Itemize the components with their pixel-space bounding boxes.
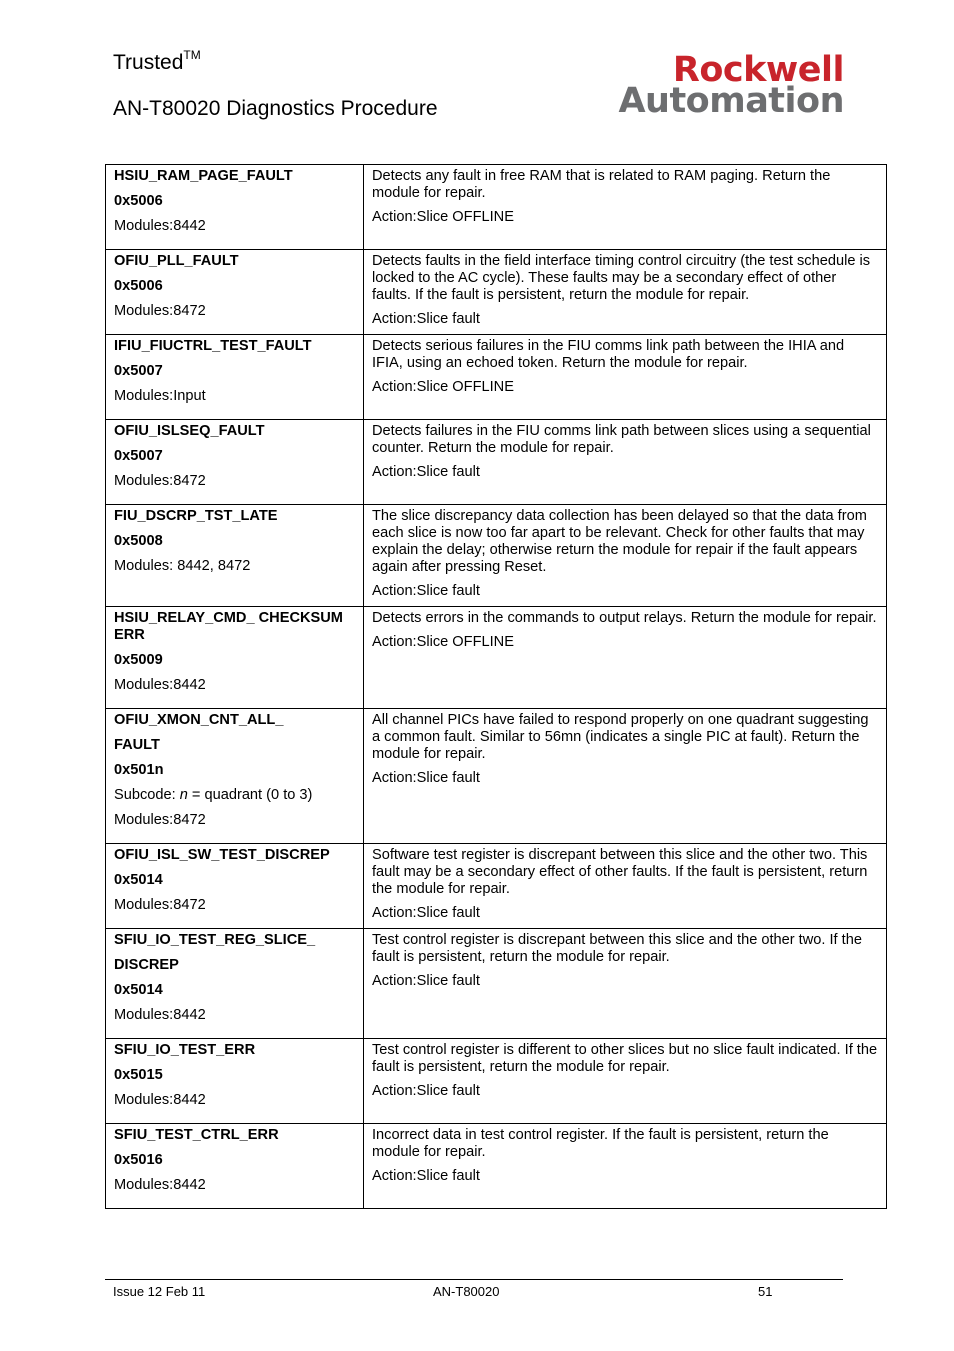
fault-identifier: 0x5006: [114, 278, 163, 294]
fault-detail: Modules: 8442, 8472: [114, 558, 251, 574]
fault-identifier: OFIU_XMON_CNT_ALL_: [114, 712, 284, 728]
table-row: [106, 1039, 887, 1124]
fault-action: Action:Slice OFFLINE: [372, 634, 514, 650]
fault-detail: Modules:8442: [114, 1092, 206, 1108]
table-row: [106, 709, 887, 844]
fault-identifier: IFIU_FIUCTRL_TEST_FAULT: [114, 338, 312, 354]
fault-action: Action:Slice fault: [372, 905, 480, 921]
fault-description: The slice discrepancy data collection has been delayed so that the data from each slice is now too far apart to be relevant. Check for other faults that may explain the delay; otherwise return the module for repair if the fault appears again after pressing Reset.: [372, 508, 867, 575]
fault-code-cell: [106, 505, 364, 607]
logo-line-rockwell: Rockwell: [672, 50, 844, 90]
fault-description: All channel PICs have failed to respond properly on one quadrant suggesting a common fault. Similar to 56mn (indicates a single PIC at fault). Return the module for repair.: [372, 712, 869, 762]
fault-description-cell: [364, 505, 887, 607]
fault-action: Action:Slice OFFLINE: [372, 209, 514, 225]
fault-identifier: 0x5016: [114, 1152, 163, 1168]
fault-description: Detects failures in the FIU comms link path between slices using a sequential counter. Return the module for repair.: [372, 423, 871, 456]
fault-identifier: 0x5009: [114, 652, 163, 668]
fault-identifier: 0x5014: [114, 872, 163, 888]
table-row: [106, 250, 887, 335]
trademark-superscript: TM: [183, 48, 201, 62]
fault-description: Incorrect data in test control register. If the fault is persistent, return the module for repair.: [372, 1127, 829, 1160]
rockwell-automation-logo: [586, 50, 844, 121]
document-title: [113, 50, 201, 75]
fault-identifier: 0x5015: [114, 1067, 163, 1083]
fault-identifier: OFIU_ISL_SW_TEST_DISCREP: [114, 847, 330, 863]
table-row: [106, 1124, 887, 1209]
fault-description: Detects errors in the commands to output relays. Return the module for repair.: [372, 610, 877, 626]
table-row: [106, 607, 887, 709]
fault-action: Action:Slice fault: [372, 770, 480, 786]
fault-identifier: DISCREP: [114, 957, 179, 973]
fault-detail: Modules:8472: [114, 303, 206, 319]
fault-detail: Modules:8472: [114, 812, 206, 828]
fault-identifier: OFIU_ISLSEQ_FAULT: [114, 423, 265, 439]
fault-action: Action:Slice OFFLINE: [372, 379, 514, 395]
logo-line-automation: Automation: [618, 81, 844, 121]
fault-detail: Modules:8442: [114, 677, 206, 693]
fault-description: Detects any fault in free RAM that is related to RAM paging. Return the module for repair.: [372, 168, 831, 201]
fault-code-cell: [106, 165, 364, 250]
fault-code-cell: [106, 420, 364, 505]
fault-identifier: OFIU_PLL_FAULT: [114, 253, 239, 269]
fault-identifier: HSIU_RELAY_CMD_ CHECKSUM ERR: [114, 610, 343, 643]
footer-doc-number: AN-T80020: [433, 1284, 500, 1299]
fault-identifier: 0x5007: [114, 363, 163, 379]
table-row: [106, 420, 887, 505]
table-row: [106, 505, 887, 607]
fault-description-cell: [364, 1124, 887, 1209]
fault-code-cell: [106, 709, 364, 844]
fault-action: Action:Slice fault: [372, 1083, 480, 1099]
fault-identifier: HSIU_RAM_PAGE_FAULT: [114, 168, 293, 184]
fault-identifier: 0x5014: [114, 982, 163, 998]
fault-description-cell: [364, 844, 887, 929]
footer-issue: Issue 12 Feb 11: [113, 1284, 206, 1299]
footer-page-number: 51: [758, 1284, 773, 1299]
fault-action: Action:Slice fault: [372, 311, 480, 327]
fault-description-cell: [364, 420, 887, 505]
fault-description-cell: [364, 165, 887, 250]
fault-code-cell: [106, 607, 364, 709]
fault-description: Test control register is discrepant between this slice and the other two. If the fault is persistent, return the module for repair.: [372, 932, 862, 965]
fault-identifier: FIU_DSCRP_TST_LATE: [114, 508, 278, 524]
fault-table-body: [106, 165, 887, 1209]
fault-code-cell: [106, 1039, 364, 1124]
fault-action: Action:Slice fault: [372, 583, 480, 599]
table-row: [106, 165, 887, 250]
fault-detail: Subcode: n = quadrant (0 to 3): [114, 787, 313, 803]
fault-description: Software test register is discrepant between this slice and the other two. This fault may be a secondary effect of other faults. If the fault is persistent, return the module for repair.: [372, 847, 868, 897]
fault-action: Action:Slice fault: [372, 1168, 480, 1184]
table-row: [106, 929, 887, 1039]
fault-identifier: FAULT: [114, 737, 160, 753]
fault-identifier: SFIU_IO_TEST_ERR: [114, 1042, 256, 1058]
fault-description: Test control register is different to other slices but no slice fault indicated. If the fault is persistent, return the module for repair.: [372, 1042, 878, 1075]
fault-description: Detects faults in the field interface timing control circuitry (the test schedule is locked to the AC cycle). These faults may be a secondary effect of other faults. If the fault is persistent, return the module for repair.: [372, 253, 871, 303]
fault-code-cell: [106, 335, 364, 420]
fault-identifier: 0x5007: [114, 448, 163, 464]
fault-description-cell: [364, 709, 887, 844]
table-row: [106, 335, 887, 420]
fault-detail: Modules:8472: [114, 473, 206, 489]
table-row: [106, 844, 887, 929]
fault-description-cell: [364, 1039, 887, 1124]
fault-detail: Modules:8472: [114, 897, 206, 913]
fault-code-cell: [106, 1124, 364, 1209]
fault-description: Detects serious failures in the FIU comms link path between the IHIA and IFIA, using an echoed token. Return the module for repair.: [372, 338, 845, 371]
fault-description-cell: [364, 335, 887, 420]
fault-code-cell: [106, 844, 364, 929]
fault-detail: Modules:Input: [114, 388, 206, 404]
fault-identifier: 0x5008: [114, 533, 163, 549]
fault-code-cell: [106, 250, 364, 335]
fault-code-table: [105, 164, 887, 1209]
fault-detail: Modules:8442: [114, 1177, 206, 1193]
footer-divider: [105, 1279, 843, 1280]
fault-identifier: 0x5006: [114, 193, 163, 209]
fault-description-cell: [364, 929, 887, 1039]
fault-code-cell: [106, 929, 364, 1039]
fault-description-cell: [364, 607, 887, 709]
title-text: Trusted: [113, 51, 184, 74]
fault-identifier: SFIU_IO_TEST_REG_SLICE_: [114, 932, 316, 948]
fault-action: Action:Slice fault: [372, 464, 480, 480]
document-subtitle: AN-T80020 Diagnostics Procedure: [113, 97, 438, 120]
fault-action: Action:Slice fault: [372, 973, 480, 989]
fault-detail: Modules:8442: [114, 1007, 206, 1023]
fault-identifier: SFIU_TEST_CTRL_ERR: [114, 1127, 279, 1143]
fault-description-cell: [364, 250, 887, 335]
fault-detail: Modules:8442: [114, 218, 206, 234]
fault-identifier: 0x501n: [114, 762, 164, 778]
